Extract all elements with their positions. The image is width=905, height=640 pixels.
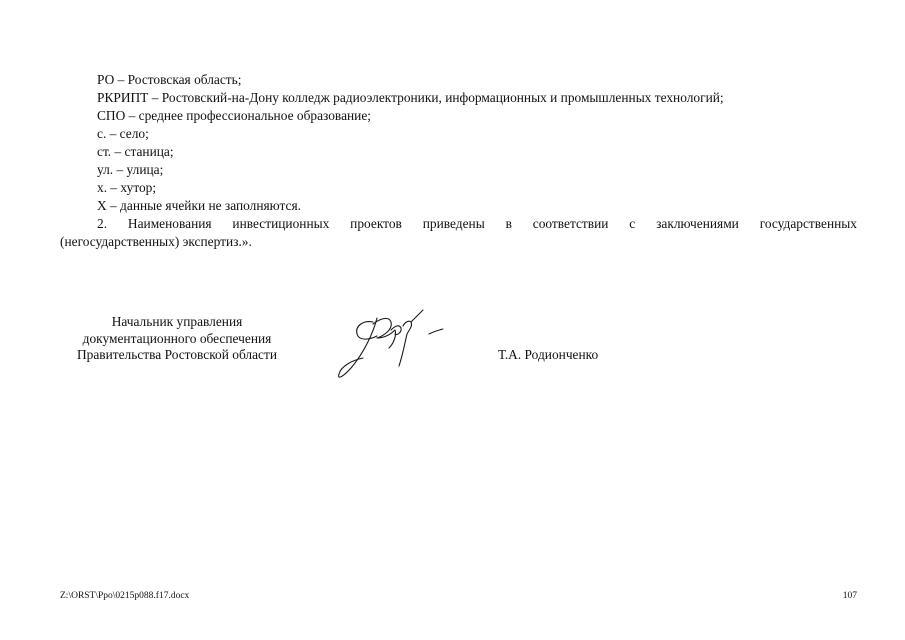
abbreviation-selo: с. – село; [97,126,149,141]
abbreviation-x-empty: Х – данные ячейки не заполняются. [97,198,301,213]
signatory-position-line-3: Правительства Ростовской области [76,347,278,362]
footer-file-path: Z:\ORST\Ppo\0215p088.f17.docx [60,591,190,601]
abbreviation-spo: СПО – среднее профессиональное образование; [97,108,372,123]
handwritten-signature [333,304,448,386]
abbreviation-khutor: х. – хутор; [97,180,157,195]
abbreviation-ulitsa: ул. – улица; [97,162,164,177]
abbreviation-stanitsa: ст. – станица; [97,144,174,159]
note-2-line-1: 2. Наименования инвестиционных проектов приведены в соответствии с заключениями государственных [97,216,857,231]
signer-name: Т.А. Родионченко [498,347,599,362]
footer-page-number: 107 [842,591,857,601]
note-2-line-2: (негосударственных) экспертиз.». [60,234,252,249]
abbreviation-ro: РО – Ростовская область; [97,72,242,87]
signatory-position-line-2: документационного обеспечения [82,330,272,346]
abbreviation-rkript: РКРИПТ – Ростовский-на-Дону колледж радиоэлектроники, информационных и промышленных технологий; [97,90,724,105]
signatory-position [60,314,294,364]
signatory-position-line-1: Начальник управления [111,314,243,329]
